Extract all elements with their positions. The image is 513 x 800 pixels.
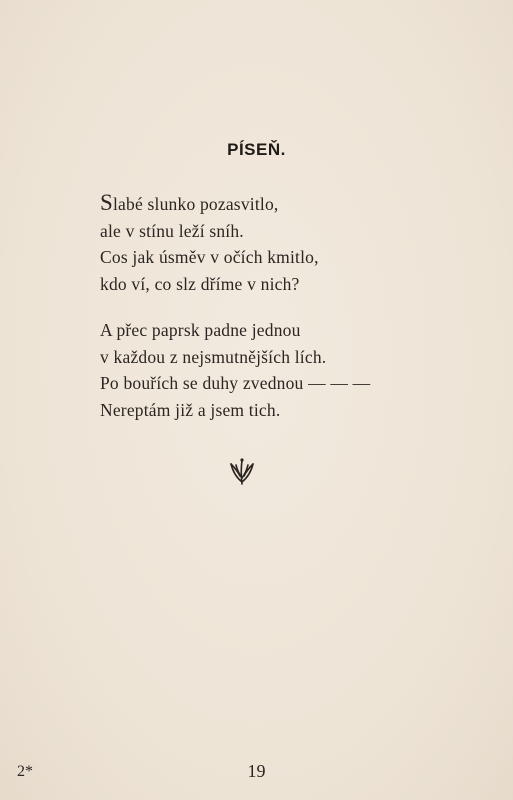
page-number: 19 bbox=[247, 761, 266, 781]
stanza-1 bbox=[100, 191, 480, 297]
stanza-2 bbox=[100, 317, 480, 423]
poem-line-7: Po bouřích se duhy zvednou — — — bbox=[100, 373, 371, 393]
poem-line-2: ale v stínu leží sníh. bbox=[100, 220, 244, 241]
poem-line-1-text: labé slunko pozasvitlo, bbox=[113, 194, 279, 214]
poem-line-4: kdo ví, co slz dříme v nich? bbox=[100, 273, 300, 294]
poem-line-5: A přec paprsk padne jednou bbox=[100, 320, 301, 340]
initial-letter: S bbox=[100, 190, 113, 215]
poem-line-3: Cos jak úsměv v očích kmitlo, bbox=[100, 247, 319, 267]
poem-line-8: Nereptám již a jsem tich. bbox=[100, 399, 281, 420]
poem-title: PÍSEŇ. bbox=[227, 140, 286, 159]
poem-line-1 bbox=[100, 191, 480, 218]
poem-line-6: v každou z nejsmutnějších lích. bbox=[100, 346, 327, 367]
leaf-ornament-icon bbox=[228, 456, 256, 486]
signature-mark: 2* bbox=[17, 763, 33, 780]
